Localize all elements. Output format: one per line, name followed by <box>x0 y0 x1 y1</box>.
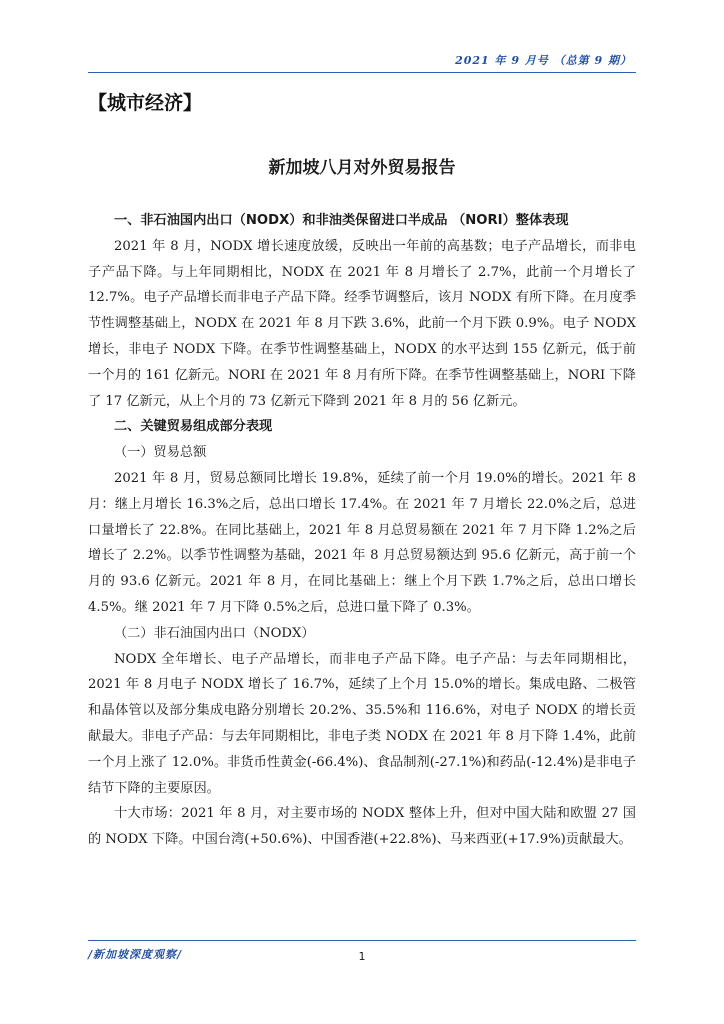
paragraph-overall: 2021 年 8 月，NODX 增长速度放缓，反映出一年前的高基数；电子产品增长，而非电子产品下降。与上年同期相比，NODX 在 2021 年 8 月增长了 2.7%，此前一个月增长了 12.7%。电子产品增长而非电子产品下降。经季节调整后，该月 NODX 有所下降。在月度季节性调整基础上，NODX 在 2021 年 8 月下跌 3.6%，此前一个月下跌 0.9%。电子 NODX 增长，非电子 NODX 下降。在季节性调整基础上，NODX 的水平达到 155 亿新元，低于前一个月的 161 亿新元。NORI 在 2021 年 8 月有所下降。在季节性调整基础上，NORI 下降了 17 亿新元，从上个月的 73 亿新元下降到 2021 年 8 月的 56 亿新元。 <box>88 238 636 409</box>
page-number: 1 <box>358 950 366 963</box>
footer-rule <box>88 940 636 941</box>
document-title: 新加坡八月对外贸易报告 <box>268 158 456 178</box>
subheading-total-trade: （一）贸易总额 <box>114 445 207 461</box>
heading-key-components: 二、关键贸易组成部分表现 <box>114 419 273 435</box>
publication-name: /新加坡深度观察/ <box>88 948 183 961</box>
section-tag: 【城市经济】 <box>88 92 203 114</box>
paragraph-total-trade: 2021 年 8 月，贸易总额同比增长 19.8%，延续了前一个月 19.0%的增长。2021 年 8 月：继上月增长 16.3%之后，总出口增长 17.4%。在 2021 年 7 月增长 22.0%之后，总进口量增长了 22.8%。在同比基础上，2021 年 8 月总贸易额在 2021 年 7 月下降 1.2%之后增长了 2.2%。以季节性调整为基础，2021 年 8 月总贸易额达到 95.6 亿新元，高于前一个月的 93.6 亿新元。2021 年 8 月，在同比基础上：继上个月下跌 1.7%之后，总出口增长 4.5%。继 2021 年 7 月下降 0.5%之后，总进口量下降了 0.3%。 <box>88 470 636 615</box>
header-rule <box>88 72 636 73</box>
paragraph-nodx: NODX 全年增长、电子产品增长，而非电子产品下降。电子产品：与去年同期相比，2021 年 8 月电子 NODX 增长了 16.7%，延续了上个月 15.0%的增长。集成电路、二极管和晶体管以及部分集成电路分别增长 20.2%、35.5%和 116.6%，对电子 NODX 的增长贡献最大。非电子产品：与去年同期相比，非电子类 NODX 在 2021 年 8 月下降 1.4%，此前一个月上涨了 12.0%。非货币性黄金(-66.4%)、食品制剂(-27.1%)和药品(-12.4%)是非电子结节下降的主要原因。 <box>88 651 636 796</box>
heading-overall-performance: 一、非石油国内出口（NODX）和非油类保留进口半成品 （NORI）整体表现 <box>114 213 569 228</box>
document-body <box>88 208 636 853</box>
subheading-nodx: （二）非石油国内出口（NODX） <box>114 625 315 641</box>
issue-label: 2021 年 9 月号 （总第 9 期） <box>455 54 632 67</box>
paragraph-top-markets: 十大市场：2021 年 8 月，对主要市场的 NODX 整体上升，但对中国大陆和欧盟 27 国的 NODX 下降。中国台湾(+50.6%)、中国香港(+22.8%)、马来西亚(+17.9%)贡献最大。 <box>88 806 636 848</box>
